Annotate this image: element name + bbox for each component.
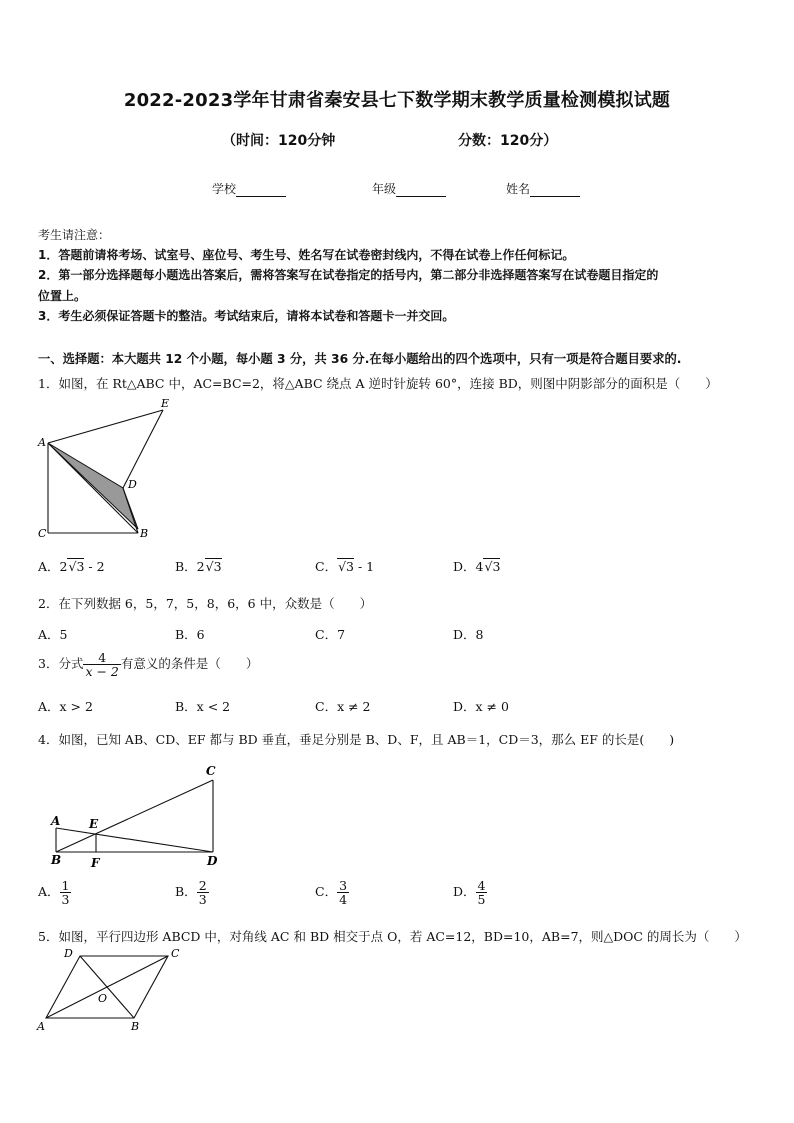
point-f-label: F bbox=[91, 856, 100, 870]
school-field bbox=[212, 180, 286, 197]
grade-field bbox=[372, 180, 446, 197]
point-d-label: D bbox=[207, 854, 218, 868]
q3-fraction: $\frac{4}{x - 2}$ bbox=[85, 650, 119, 680]
point-c-label: C bbox=[206, 764, 216, 778]
point-a-label: A bbox=[37, 1020, 45, 1033]
point-a-label: A bbox=[51, 814, 61, 828]
name-field bbox=[506, 180, 580, 197]
grade-blank bbox=[396, 184, 446, 197]
school-blank bbox=[236, 184, 286, 197]
question-1-figure bbox=[32, 396, 182, 544]
question-4-figure bbox=[40, 760, 230, 870]
q4-option-b[interactable]: B． $\frac{2}{3}$ bbox=[175, 878, 207, 908]
point-d-label: D bbox=[64, 947, 73, 960]
exam-score: 分数：120分） bbox=[458, 133, 558, 149]
point-a-label: A bbox=[38, 436, 46, 449]
exam-time: （时间：120分钟 bbox=[222, 133, 336, 149]
q4-option-c[interactable]: C． $\frac{3}{4}$ bbox=[315, 878, 348, 908]
notice-item: 3．考生必须保证答题卡的整洁。考试结束后，请将本试卷和答题卡一并交回。 bbox=[38, 309, 455, 323]
question-5-figure bbox=[34, 944, 184, 1036]
notice-item: 位置上。 bbox=[38, 289, 87, 303]
question-2-stem: 2．在下列数据 6，5，7，5，8，6，6 中，众数是（ ） bbox=[38, 596, 373, 611]
point-c-label: C bbox=[171, 947, 180, 960]
point-o-label: O bbox=[98, 992, 108, 1005]
name-label: 姓名 bbox=[506, 182, 531, 196]
q3-option-c[interactable]: C．x ≠ 2 bbox=[315, 699, 371, 714]
school-label: 学校 bbox=[212, 182, 237, 196]
q1-option-d[interactable]: D．4√3 bbox=[453, 559, 501, 574]
point-c-label: C bbox=[38, 527, 47, 540]
notice-item: 1．答题前请将考场、试室号、座位号、考生号、姓名写在试卷密封线内，不得在试卷上作任何标记。 bbox=[38, 248, 575, 262]
question-1-stem: 1．如图，在 Rt△ABC 中，AC=BC=2，将△ABC 绕点 A 逆时针旋转 60°，连接 BD，则图中阴影部分的面积是（ ） bbox=[38, 376, 718, 391]
q1-option-a[interactable]: A．2√3 - 2 bbox=[38, 559, 105, 574]
point-d-label: D bbox=[128, 478, 137, 491]
point-b-label: B bbox=[131, 1020, 140, 1033]
q3-option-d[interactable]: D．x ≠ 0 bbox=[453, 699, 509, 714]
section-heading: 一、选择题：本大题共 12 个小题，每小题 3 分，共 36 分.在每小题给出的四个选项中，只有一项是符合题目要求的. bbox=[38, 352, 682, 366]
q3-option-b[interactable]: B．x < 2 bbox=[175, 699, 231, 714]
name-blank bbox=[530, 184, 580, 197]
page-title: 2022-2023学年甘肃省秦安县七下数学期末教学质量检测模拟试题 bbox=[123, 90, 671, 111]
question-5-stem: 5．如图，平行四边形 ABCD 中，对角线 AC 和 BD 相交于点 O，若 AC=12，BD=10，AB=7，则△DOC 的周长为（ ） bbox=[38, 929, 747, 944]
notice-item: 2．第一部分选择题每小题选出答案后，需将答案写在试卷指定的括号内，第二部分非选择题答案写在试卷题目指定的 bbox=[38, 268, 659, 282]
point-e-label: E bbox=[89, 817, 99, 831]
q2-option-c[interactable]: C．7 bbox=[315, 627, 346, 642]
q2-option-a[interactable]: A．5 bbox=[38, 627, 68, 642]
point-b-label: B bbox=[140, 527, 149, 540]
notice-heading: 考生请注意： bbox=[38, 228, 111, 242]
question-4-stem: 4．如图，已知 AB、CD、EF 都与 BD 垂直，垂足分别是 B、D、F，且 AB＝1，CD＝3，那么 EF 的长是( ) bbox=[38, 732, 675, 747]
q1-option-c[interactable]: C．√3 - 1 bbox=[315, 559, 375, 574]
q2-option-d[interactable]: D．8 bbox=[453, 627, 484, 642]
point-b-label: B bbox=[51, 853, 62, 867]
q4-option-d[interactable]: D． $\frac{4}{5}$ bbox=[453, 878, 486, 908]
q1-option-b[interactable]: B．2√3 bbox=[175, 559, 222, 574]
q2-option-b[interactable]: B．6 bbox=[175, 627, 205, 642]
q3-option-a[interactable]: A．x > 2 bbox=[38, 699, 93, 714]
q4-option-a[interactable]: A． $\frac{1}{3}$ bbox=[38, 878, 70, 908]
question-3-stem: 3．分式 $\frac{4}{x - 2}$ 有意义的条件是（ ） bbox=[38, 650, 259, 680]
grade-label: 年级 bbox=[372, 182, 397, 196]
point-e-label: E bbox=[161, 397, 170, 410]
